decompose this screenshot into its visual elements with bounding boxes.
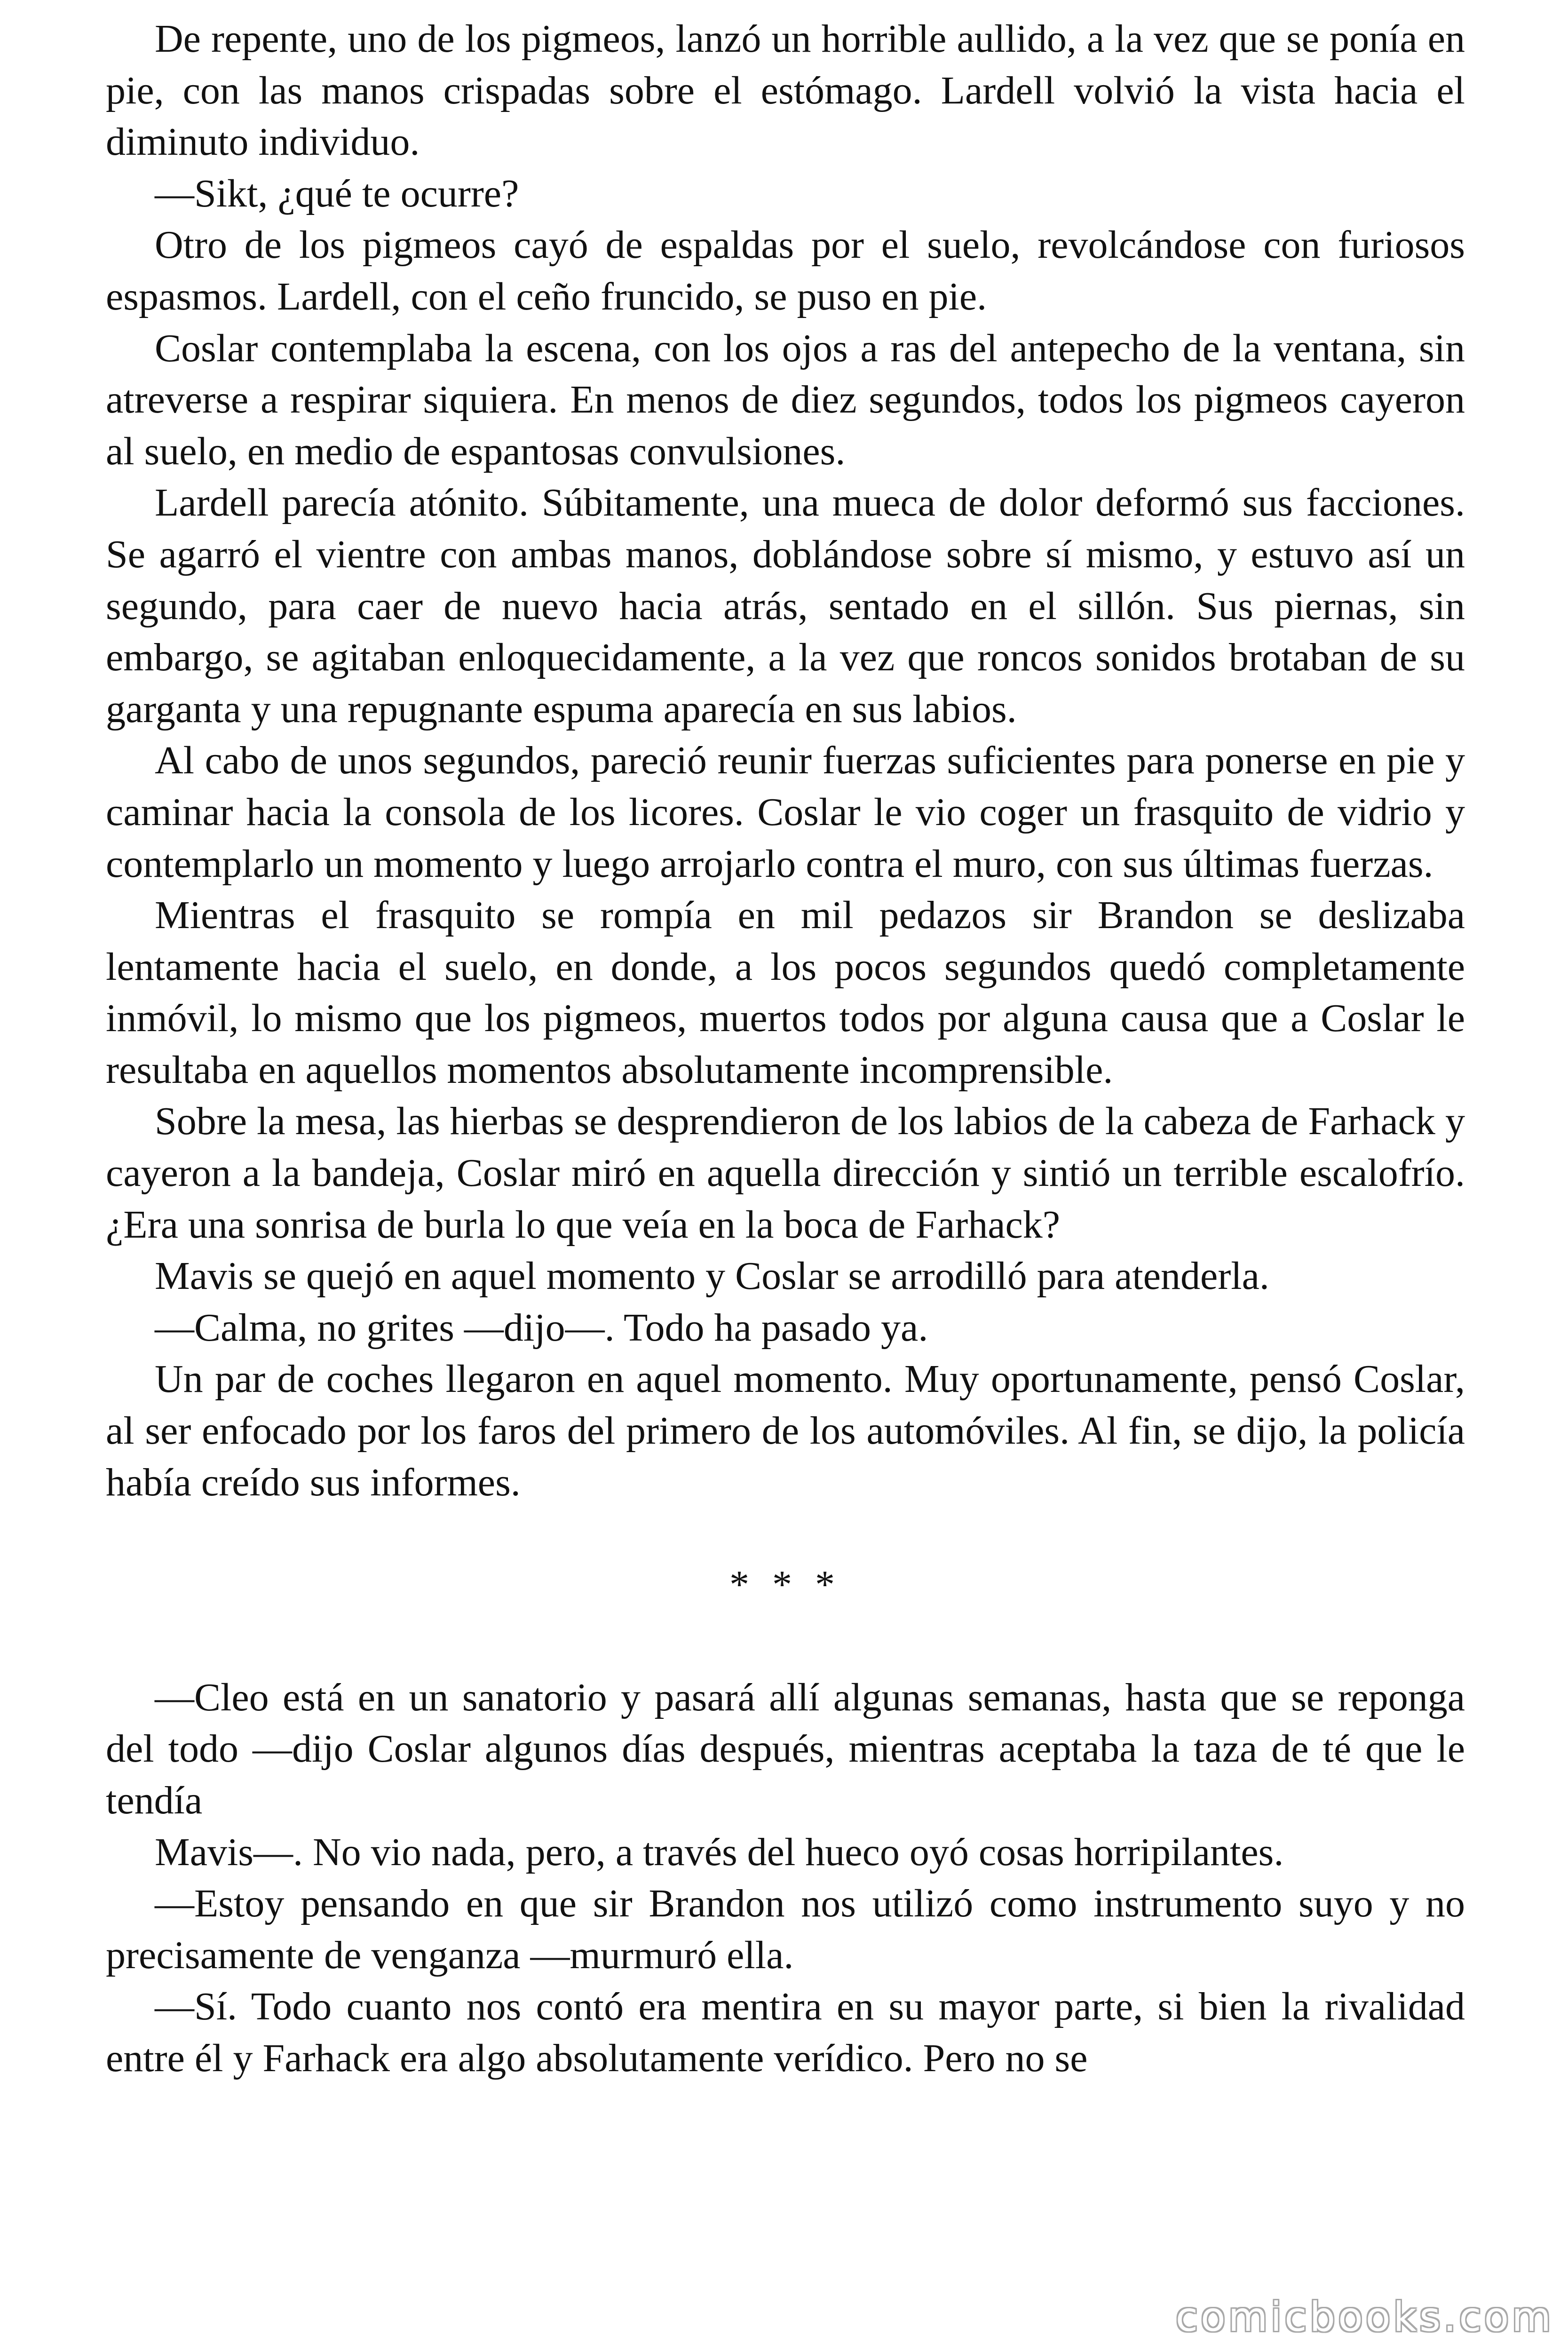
paragraph: Coslar contemplaba la escena, con los ojos a ras del antepecho de la ventana, sin atreverse a respirar siquiera. En menos de diez segundos, todos los pigmeos cayeron al suelo, en medio de espantosas convulsiones. bbox=[106, 326, 1465, 473]
paragraph: Mavis—. No vio nada, pero, a través del hueco oyó cosas horripilantes. bbox=[155, 1830, 1284, 1874]
paragraph: —Estoy pensando en que sir Brandon nos utilizó como instrumento suyo y no precisamente de venganza —murmuró ella. bbox=[106, 1882, 1465, 1977]
page-text bbox=[106, 13, 1465, 2084]
paragraph: Al cabo de unos segundos, pareció reunir fuerzas suficientes para ponerse en pie y caminar hacia la consola de los licores. Coslar le vio coger un frasquito de vidrio y contemplarlo un momento y luego arrojarlo contra el muro, con sus últimas fuerzas. bbox=[106, 739, 1465, 886]
paragraph: De repente, uno de los pigmeos, lanzó un horrible aullido, a la vez que se ponía en pie, con las manos crispadas sobre el estómago. Lardell volvió la vista hacia el diminuto individuo. bbox=[106, 17, 1465, 164]
paragraph: Mientras el frasquito se rompía en mil pedazos sir Brandon se deslizaba lentamente hacia el suelo, en donde, a los pocos segundos quedó completamente inmóvil, lo mismo que los pigmeos, muertos todos por alguna causa que a Coslar le resultaba en aquellos momentos absolutamente incomprensible. bbox=[106, 893, 1465, 1092]
paragraph: Lardell parecía atónito. Súbitamente, una mueca de dolor deformó sus facciones. Se agarró el vientre con ambas manos, doblándose sobre sí mismo, y estuvo así un segundo, para caer de nuevo hacia atrás, sentado en el sillón. Sus piernas, sin embargo, se agitaban enloquecidamente, a la vez que roncos sonidos brotaban de su garganta y una repugnante espuma aparecía en sus labios. bbox=[106, 481, 1465, 731]
paragraph: Un par de coches llegaron en aquel momento. Muy oportunamente, pensó Coslar, al ser enfocado por los faros del primero de los automóviles. Al fin, se dijo, la policía había creído sus informes. bbox=[106, 1357, 1465, 1504]
section-separator: * * * bbox=[729, 1563, 841, 1607]
paragraph: Sobre la mesa, las hierbas se desprendieron de los labios de la cabeza de Farhack y cayeron a la bandeja, Coslar miró en aquella dirección y sintió un terrible escalofrío. ¿Era una sonrisa de burla lo que veía en la boca de Farhack? bbox=[106, 1099, 1465, 1247]
paragraph: —Cleo está en un sanatorio y pasará allí algunas semanas, hasta que se reponga del todo —dijo Coslar algunos días después, mientras aceptaba la taza de té que le tendía bbox=[106, 1675, 1465, 1822]
paragraph: Mavis se quejó en aquel momento y Coslar se arrodilló para atenderla. bbox=[155, 1254, 1269, 1298]
paragraph: —Sí. Todo cuanto nos contó era mentira en su mayor parte, si bien la rivalidad entre él y Farhack era algo absolutamente verídico. Pero no se bbox=[106, 1985, 1465, 2080]
paragraph: —Sikt, ¿qué te ocurre? bbox=[155, 171, 519, 215]
paragraph: Otro de los pigmeos cayó de espaldas por el suelo, revolcándose con furiosos espasmos. Lardell, con el ceño fruncido, se puso en pie. bbox=[106, 223, 1465, 318]
watermark-logo: comicbooks.com bbox=[1175, 2294, 1554, 2341]
paragraph: —Calma, no grites —dijo—. Todo ha pasado ya. bbox=[155, 1305, 928, 1350]
